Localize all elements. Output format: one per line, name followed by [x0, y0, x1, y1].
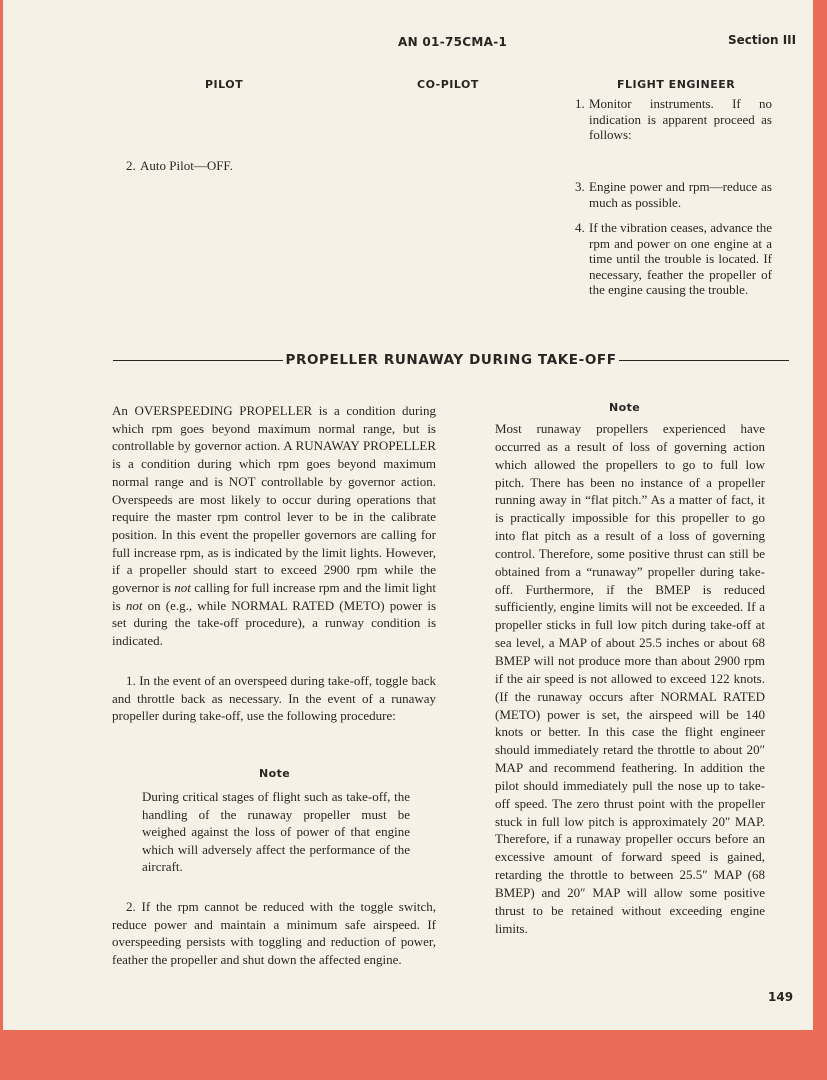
step-text: 1. In the event of an overspeed during take-off, toggle back and throttle back as necessary. In the event of a runaway propeller during take-off, use the following procedure: [112, 673, 436, 724]
copilot-column-heading: CO-PILOT [417, 78, 479, 91]
step-number: 3. [575, 179, 585, 194]
emphasis-text: not [125, 597, 143, 613]
manual-page [3, 0, 813, 1030]
step-text: Engine power and rpm—reduce as much as possible. [589, 179, 772, 210]
step-text: Monitor instruments. If no indication is apparent proceed as follows: [589, 96, 772, 142]
engineer-step-4 [575, 220, 772, 298]
emphasis-text: not [174, 580, 191, 596]
note-body: Most runaway propellers experienced have occurred as a result of loss of governing action which allowed the propellers to go to full low pitch. There has been no instance of a propeller running away in “flat pitch.” As a matter of fact, it is practically impossible for this propeller to go into flat pitch as a result of a loss of governing control. Therefore, some positive thrust can still be obtained from a “runaway” propeller during take-off. Furthermore, if the BMEP is reduced sufficiently, engine limits will not be exceeded. If a propeller sticks in full low pitch during take-off at sea level, a MAP of about 25.5 inches or about 68 BMEP will not produce more than about 2900 rpm if the air speed is not allowed to exceed 122 knots. (If the runaway occurs after NORMAL RATED (METO) power is set, the airspeed will be 140 knots or better. In this case the flight engineer should immediately retard the throttle to about 20″ MAP and recommend feathering. In addition the pilot should immediately pull the nose up to take-off speed. The zero thrust point with the propeller stuck in full low pitch is approximately 20″ MAP. Therefore, if a runaway propeller occurs before an excessive amount of forward speed is gained, retarding the throttle to between 25.5″ MAP (68 BMEP) and 20″ MAP will allow some positive thrust to be retained without exceeding engine limits. [495, 421, 765, 936]
paragraph-text: An OVERSPEEDING PROPELLER is a condition during which rpm goes beyond maximum normal range, but is controllable by governor action. A RUNAWAY PROPELLER is a condition during which rpm goes beyond maximum normal range and is NOT controllable by governor action. Overspeeds are most likely to occur during operations that require the master rpm control lever to be in the calibrate position. In this event the propeller governors are calling for full increase rpm, as is indicated by the limit lights. However, if a propeller should start to exceed 2900 rpm while the governor is [112, 403, 436, 596]
engineer-step-3 [575, 179, 772, 210]
step-text: 2. If the rpm cannot be reduced with the toggle switch, reduce power and maintain a minimum safe airspeed. If overspeeding persists with toggling and reduction of power, feather the propeller and shut down the affected engine. [112, 899, 436, 968]
step-text: Auto Pilot—OFF. [140, 158, 233, 173]
left-step-1 [112, 672, 436, 725]
section-label: Section III [728, 33, 797, 47]
divider-line-left [113, 360, 283, 361]
page-number: 149 [768, 990, 794, 1004]
engineer-step-1 [575, 96, 772, 143]
pilot-column-heading: PILOT [205, 78, 244, 91]
left-step-2 [112, 898, 436, 969]
left-note-text: During critical stages of flight such as take-off, the handling of the runaway propeller must be weighed against the loss of power of that engine which will adversely affect the performance of the aircraft. [142, 789, 410, 874]
right-note-label: Note [609, 401, 641, 414]
step-number: 4. [575, 220, 585, 235]
section-title: PROPELLER RUNAWAY DURING TAKE-OFF [285, 352, 617, 368]
paragraph-text: on (e.g., while NORMAL RATED (METO) power is set during the take-off procedure), a runway condition is indicated. [112, 597, 437, 649]
step-text: If the vibration ceases, advance the rpm and power on one engine at a time until the trouble is located. If necessary, feather the propeller of the engine causing the trouble. [589, 220, 772, 297]
paragraph-text: calling for full increase rpm and the limit light is [112, 580, 436, 613]
document-number: AN 01-75CMA-1 [398, 35, 508, 49]
engineer-column-heading: FLIGHT ENGINEER [617, 78, 736, 91]
divider-line-right [619, 360, 789, 361]
left-note-label: Note [259, 767, 291, 780]
right-note-text [495, 420, 765, 937]
pilot-step-2 [126, 158, 340, 174]
left-paragraph-1 [112, 402, 436, 650]
step-number: 2. [126, 158, 136, 173]
section-divider [113, 350, 789, 370]
step-number: 1. [575, 96, 585, 111]
